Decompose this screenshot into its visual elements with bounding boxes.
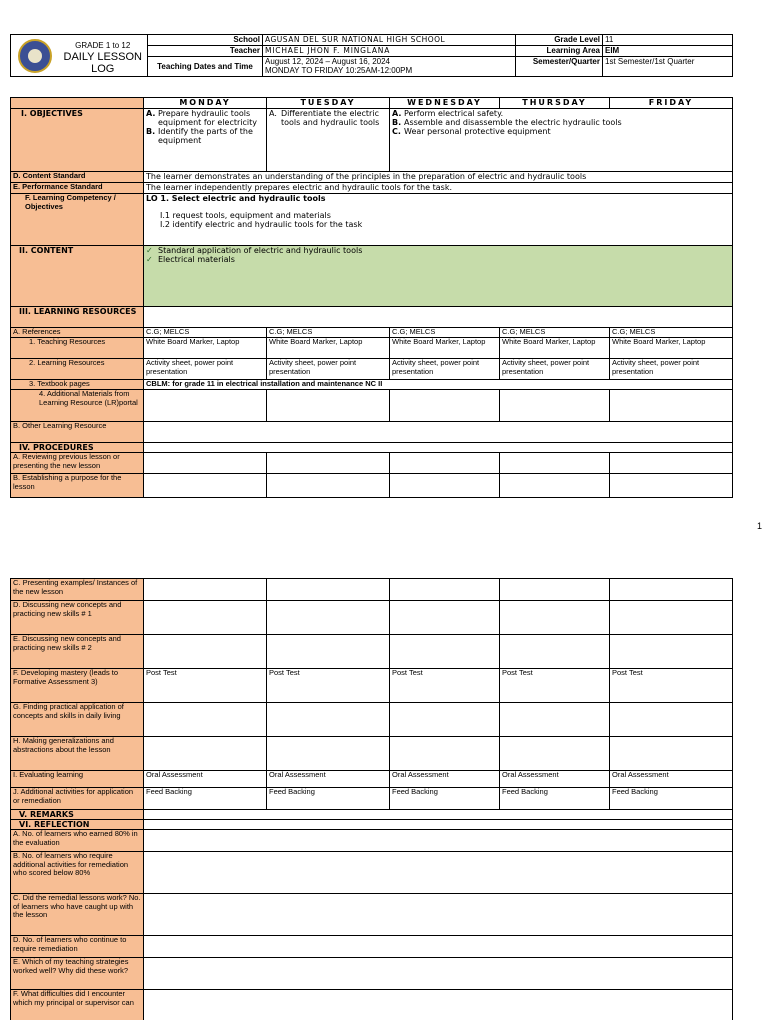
empty-cell xyxy=(267,635,390,669)
oral-assessment-cell: Oral Assessment xyxy=(500,771,610,788)
empty-cell xyxy=(144,443,733,453)
empty-cell xyxy=(144,579,267,601)
day-monday: MONDAY xyxy=(144,98,267,109)
references-label: A. References xyxy=(11,328,144,338)
page-number: 1 xyxy=(756,521,762,531)
empty-cell xyxy=(267,703,390,737)
empty-cell xyxy=(610,453,733,474)
empty-cell xyxy=(390,737,500,771)
empty-cell xyxy=(267,474,390,498)
empty-cell xyxy=(144,703,267,737)
empty-cell xyxy=(144,852,733,894)
learning-resources-label: 2. Learning Resources xyxy=(11,359,144,380)
check-icon: ✓ xyxy=(146,255,153,264)
empty-cell xyxy=(610,601,733,635)
feed-backing-cell: Feed Backing xyxy=(144,788,267,810)
header-table xyxy=(10,34,733,77)
post-test-cell: Post Test xyxy=(500,669,610,703)
empty-cell xyxy=(390,453,500,474)
days-row xyxy=(11,98,733,109)
procedure-j-row xyxy=(11,788,733,810)
dates-value xyxy=(263,57,516,77)
reference-cell: C.G; MELCS xyxy=(144,328,267,338)
oral-assessment-cell: Oral Assessment xyxy=(267,771,390,788)
procedure-f-label: F. Developing mastery (leads to Formative Assessment 3) xyxy=(11,669,144,703)
learning-resource-cell: Activity sheet, power point presentation xyxy=(144,359,267,380)
reference-cell: C.G; MELCS xyxy=(610,328,733,338)
day-friday: FRIDAY xyxy=(610,98,733,109)
performance-standard-label: E. Performance Standard xyxy=(11,183,144,194)
resources-label: III. LEARNING RESOURCES xyxy=(11,307,144,328)
empty-cell xyxy=(390,579,500,601)
day-thursday: THURSDAY xyxy=(500,98,610,109)
objectives-label: I. OBJECTIVES xyxy=(11,109,144,172)
semester-label: Semester/Quarter xyxy=(516,57,603,77)
reflection-e-row xyxy=(11,958,733,990)
deped-seal-cell xyxy=(11,35,59,77)
textbook-label: 3. Textbook pages xyxy=(11,380,144,390)
grade-level-value: 11 xyxy=(603,35,733,46)
empty-cell xyxy=(500,390,610,422)
references-row xyxy=(11,328,733,338)
procedure-g-label: G. Finding practical application of concepts and skills in daily living xyxy=(11,703,144,737)
procedure-g-row xyxy=(11,703,733,737)
content-standard-label: D. Content Standard xyxy=(11,172,144,183)
resources-header-row xyxy=(11,307,733,328)
content-label: II. CONTENT xyxy=(11,246,144,307)
feed-backing-cell: Feed Backing xyxy=(390,788,500,810)
empty-cell xyxy=(267,390,390,422)
empty-cell xyxy=(390,474,500,498)
empty-cell xyxy=(144,422,733,443)
learning-resources-row xyxy=(11,359,733,380)
content-standard-text: The learner demonstrates an understanding of the principles in the preparation of electric and hydraulic tools xyxy=(144,172,733,183)
competency-item: I.2 identify electric and hydraulic tools for the task xyxy=(160,220,363,229)
school-value: AGUSAN DEL SUR NATIONAL HIGH SCHOOL xyxy=(263,35,516,46)
additional-materials-row xyxy=(11,390,733,422)
reference-cell: C.G; MELCS xyxy=(500,328,610,338)
title-line1: DAILY LESSON xyxy=(63,50,142,63)
objective-item: B. Identify the parts of the equipment xyxy=(146,127,253,145)
reflection-e-label: E. Which of my teaching strategies worked well? Why did these work? xyxy=(11,958,144,990)
procedures-header-row xyxy=(11,443,733,453)
empty-cell xyxy=(267,601,390,635)
empty-cell xyxy=(144,936,733,958)
empty-cell xyxy=(390,601,500,635)
post-test-cell: Post Test xyxy=(390,669,500,703)
procedure-h-row xyxy=(11,737,733,771)
post-test-cell: Post Test xyxy=(610,669,733,703)
learning-resource-cell: Activity sheet, power point presentation xyxy=(500,359,610,380)
teaching-resource-cell: White Board Marker, Laptop xyxy=(500,338,610,359)
reflection-c-row xyxy=(11,894,733,936)
empty-cell xyxy=(610,579,733,601)
content-text xyxy=(144,246,733,307)
resources-empty xyxy=(144,307,733,328)
procedure-j-label: J. Additional activities for application or remediation xyxy=(11,788,144,810)
empty-cell xyxy=(610,474,733,498)
teaching-resource-cell: White Board Marker, Laptop xyxy=(390,338,500,359)
empty-cell xyxy=(610,703,733,737)
reference-cell: C.G; MELCS xyxy=(390,328,500,338)
lesson-table-page2 xyxy=(10,578,733,1020)
grade-level-label: Grade Level xyxy=(516,35,603,46)
procedure-e-label: E. Discussing new concepts and practicing new skills # 2 xyxy=(11,635,144,669)
empty-cell xyxy=(500,703,610,737)
reflection-d-row xyxy=(11,936,733,958)
objective-item: A. Prepare hydraulic tools equipment for electricity xyxy=(146,109,257,127)
day-tuesday: TUESDAY xyxy=(267,98,390,109)
reflection-f-row xyxy=(11,990,733,1020)
objective-item: A. Differentiate the electric tools and hydraulic tools xyxy=(269,109,380,127)
grade-range: GRADE 1 to 12 xyxy=(75,40,131,50)
teaching-resources-row xyxy=(11,338,733,359)
empty-cell xyxy=(144,635,267,669)
semester-value: 1st Semester/1st Quarter xyxy=(603,57,733,77)
competency-row xyxy=(11,194,733,246)
procedure-i-label: I. Evaluating learning xyxy=(11,771,144,788)
empty-cell xyxy=(144,820,733,830)
procedure-d-label: D. Discussing new concepts and practicing new skills # 1 xyxy=(11,601,144,635)
procedure-e-row xyxy=(11,635,733,669)
learning-area-value: EIM xyxy=(603,46,733,57)
lesson-table-page1 xyxy=(10,97,733,498)
competency-text xyxy=(144,194,733,246)
title-line2: LOG xyxy=(91,62,115,75)
reflection-row xyxy=(11,820,733,830)
performance-standard-text: The learner independently prepares electric and hydraulic tools for the task. xyxy=(144,183,733,194)
objectives-wednesday xyxy=(390,109,733,172)
objectives-row xyxy=(11,109,733,172)
reflection-a-label: A. No. of learners who earned 80% in the evaluation xyxy=(11,830,144,852)
teaching-resource-cell: White Board Marker, Laptop xyxy=(610,338,733,359)
textbook-row xyxy=(11,380,733,390)
empty-cell xyxy=(500,579,610,601)
empty-cell xyxy=(390,635,500,669)
empty-cell xyxy=(267,737,390,771)
competency-label: F. Learning Competency / Objectives xyxy=(11,194,144,246)
empty-cell xyxy=(610,635,733,669)
dates-line2: MONDAY TO FRIDAY 10:25AM-12:00PM xyxy=(265,66,413,75)
reflection-label: VI. REFLECTION xyxy=(11,820,144,830)
performance-standard-row xyxy=(11,183,733,194)
objective-item: C. Wear personal protective equipment xyxy=(392,127,551,136)
empty-cell xyxy=(144,737,267,771)
teaching-resource-cell: White Board Marker, Laptop xyxy=(144,338,267,359)
procedure-a-label: A. Reviewing previous lesson or presenting the new lesson xyxy=(11,453,144,474)
learning-resource-cell: Activity sheet, power point presentation xyxy=(610,359,733,380)
content-row xyxy=(11,246,733,307)
feed-backing-cell: Feed Backing xyxy=(267,788,390,810)
school-label: School xyxy=(148,35,263,46)
oral-assessment-cell: Oral Assessment xyxy=(144,771,267,788)
reflection-b-label: B. No. of learners who require additional activities for remediation who scored below 80% xyxy=(11,852,144,894)
empty-cell xyxy=(144,453,267,474)
oral-assessment-cell: Oral Assessment xyxy=(610,771,733,788)
teacher-value: MICHAEL JHON F. MINGLANA xyxy=(263,46,516,57)
procedure-a-row xyxy=(11,453,733,474)
procedure-c-label: C. Presenting examples/ Instances of the new lesson xyxy=(11,579,144,601)
procedure-f-row xyxy=(11,669,733,703)
feed-backing-cell: Feed Backing xyxy=(610,788,733,810)
learning-resource-cell: Activity sheet, power point presentation xyxy=(390,359,500,380)
empty-cell xyxy=(144,830,733,852)
competency-item: I.1 request tools, equipment and materials xyxy=(160,211,331,220)
remarks-row xyxy=(11,810,733,820)
empty-cell xyxy=(144,390,267,422)
textbook-text: CBLM: for grade 11 in electrical installation and maintenance NC II xyxy=(144,380,733,390)
feed-backing-cell: Feed Backing xyxy=(500,788,610,810)
teaching-resources-label: 1. Teaching Resources xyxy=(11,338,144,359)
procedure-c-row xyxy=(11,579,733,601)
empty-cell xyxy=(610,390,733,422)
reference-cell: C.G; MELCS xyxy=(267,328,390,338)
objective-item: A. Perform electrical safety. xyxy=(392,109,504,118)
post-test-cell: Post Test xyxy=(267,669,390,703)
empty-cell xyxy=(500,635,610,669)
empty-cell xyxy=(500,453,610,474)
empty-cell xyxy=(267,579,390,601)
check-icon: ✓ xyxy=(146,246,153,255)
reflection-f-label: F. What difficulties did I encounter which my principal or supervisor can xyxy=(11,990,144,1020)
reflection-a-row xyxy=(11,830,733,852)
learning-area-label: Learning Area xyxy=(516,46,603,57)
empty-cell xyxy=(610,737,733,771)
empty-cell xyxy=(267,453,390,474)
empty-cell xyxy=(500,474,610,498)
procedure-b-label: B. Establishing a purpose for the lesson xyxy=(11,474,144,498)
empty-cell xyxy=(390,390,500,422)
procedure-b-row xyxy=(11,474,733,498)
empty-cell xyxy=(144,894,733,936)
empty-cell xyxy=(390,703,500,737)
days-corner xyxy=(11,98,144,109)
oral-assessment-cell: Oral Assessment xyxy=(390,771,500,788)
empty-cell xyxy=(500,601,610,635)
other-resource-label: B. Other Learning Resource xyxy=(11,422,144,443)
objective-item: B. Assemble and disassemble the electric hydraulic tools xyxy=(392,118,622,127)
remarks-label: V. REMARKS xyxy=(11,810,144,820)
teacher-label: Teacher xyxy=(148,46,263,57)
procedure-d-row xyxy=(11,601,733,635)
reflection-d-label: D. No. of learners who continue to require remediation xyxy=(11,936,144,958)
procedure-h-label: H. Making generalizations and abstractions about the lesson xyxy=(11,737,144,771)
reflection-c-label: C. Did the remedial lessons work? No. of learners who have caught up with the lesson xyxy=(11,894,144,936)
competency-title: LO 1. Select electric and hydraulic tools xyxy=(146,194,326,203)
teaching-resource-cell: White Board Marker, Laptop xyxy=(267,338,390,359)
content-item: ✓ Standard application of electric and hydraulic tools xyxy=(146,246,363,255)
dll-title-cell xyxy=(59,35,148,77)
empty-cell xyxy=(144,958,733,990)
day-wednesday: WEDNESDAY xyxy=(390,98,500,109)
empty-cell xyxy=(144,810,733,820)
objectives-monday xyxy=(144,109,267,172)
dates-label: Teaching Dates and Time xyxy=(148,57,263,77)
empty-cell xyxy=(500,737,610,771)
reflection-b-row xyxy=(11,852,733,894)
learning-resource-cell: Activity sheet, power point presentation xyxy=(267,359,390,380)
procedure-i-row xyxy=(11,771,733,788)
empty-cell xyxy=(144,474,267,498)
procedures-label: IV. PROCEDURES xyxy=(11,443,144,453)
empty-cell xyxy=(144,990,733,1020)
additional-materials-label: 4. Additional Materials from Learning Resource (LR)portal xyxy=(11,390,144,422)
deped-seal-icon xyxy=(18,39,52,73)
dates-line1: August 12, 2024 – August 16, 2024 xyxy=(265,57,390,66)
objectives-tuesday xyxy=(267,109,390,172)
other-resource-row xyxy=(11,422,733,443)
empty-cell xyxy=(144,601,267,635)
content-item: ✓ Electrical materials xyxy=(146,255,235,264)
post-test-cell: Post Test xyxy=(144,669,267,703)
content-standard-row xyxy=(11,172,733,183)
